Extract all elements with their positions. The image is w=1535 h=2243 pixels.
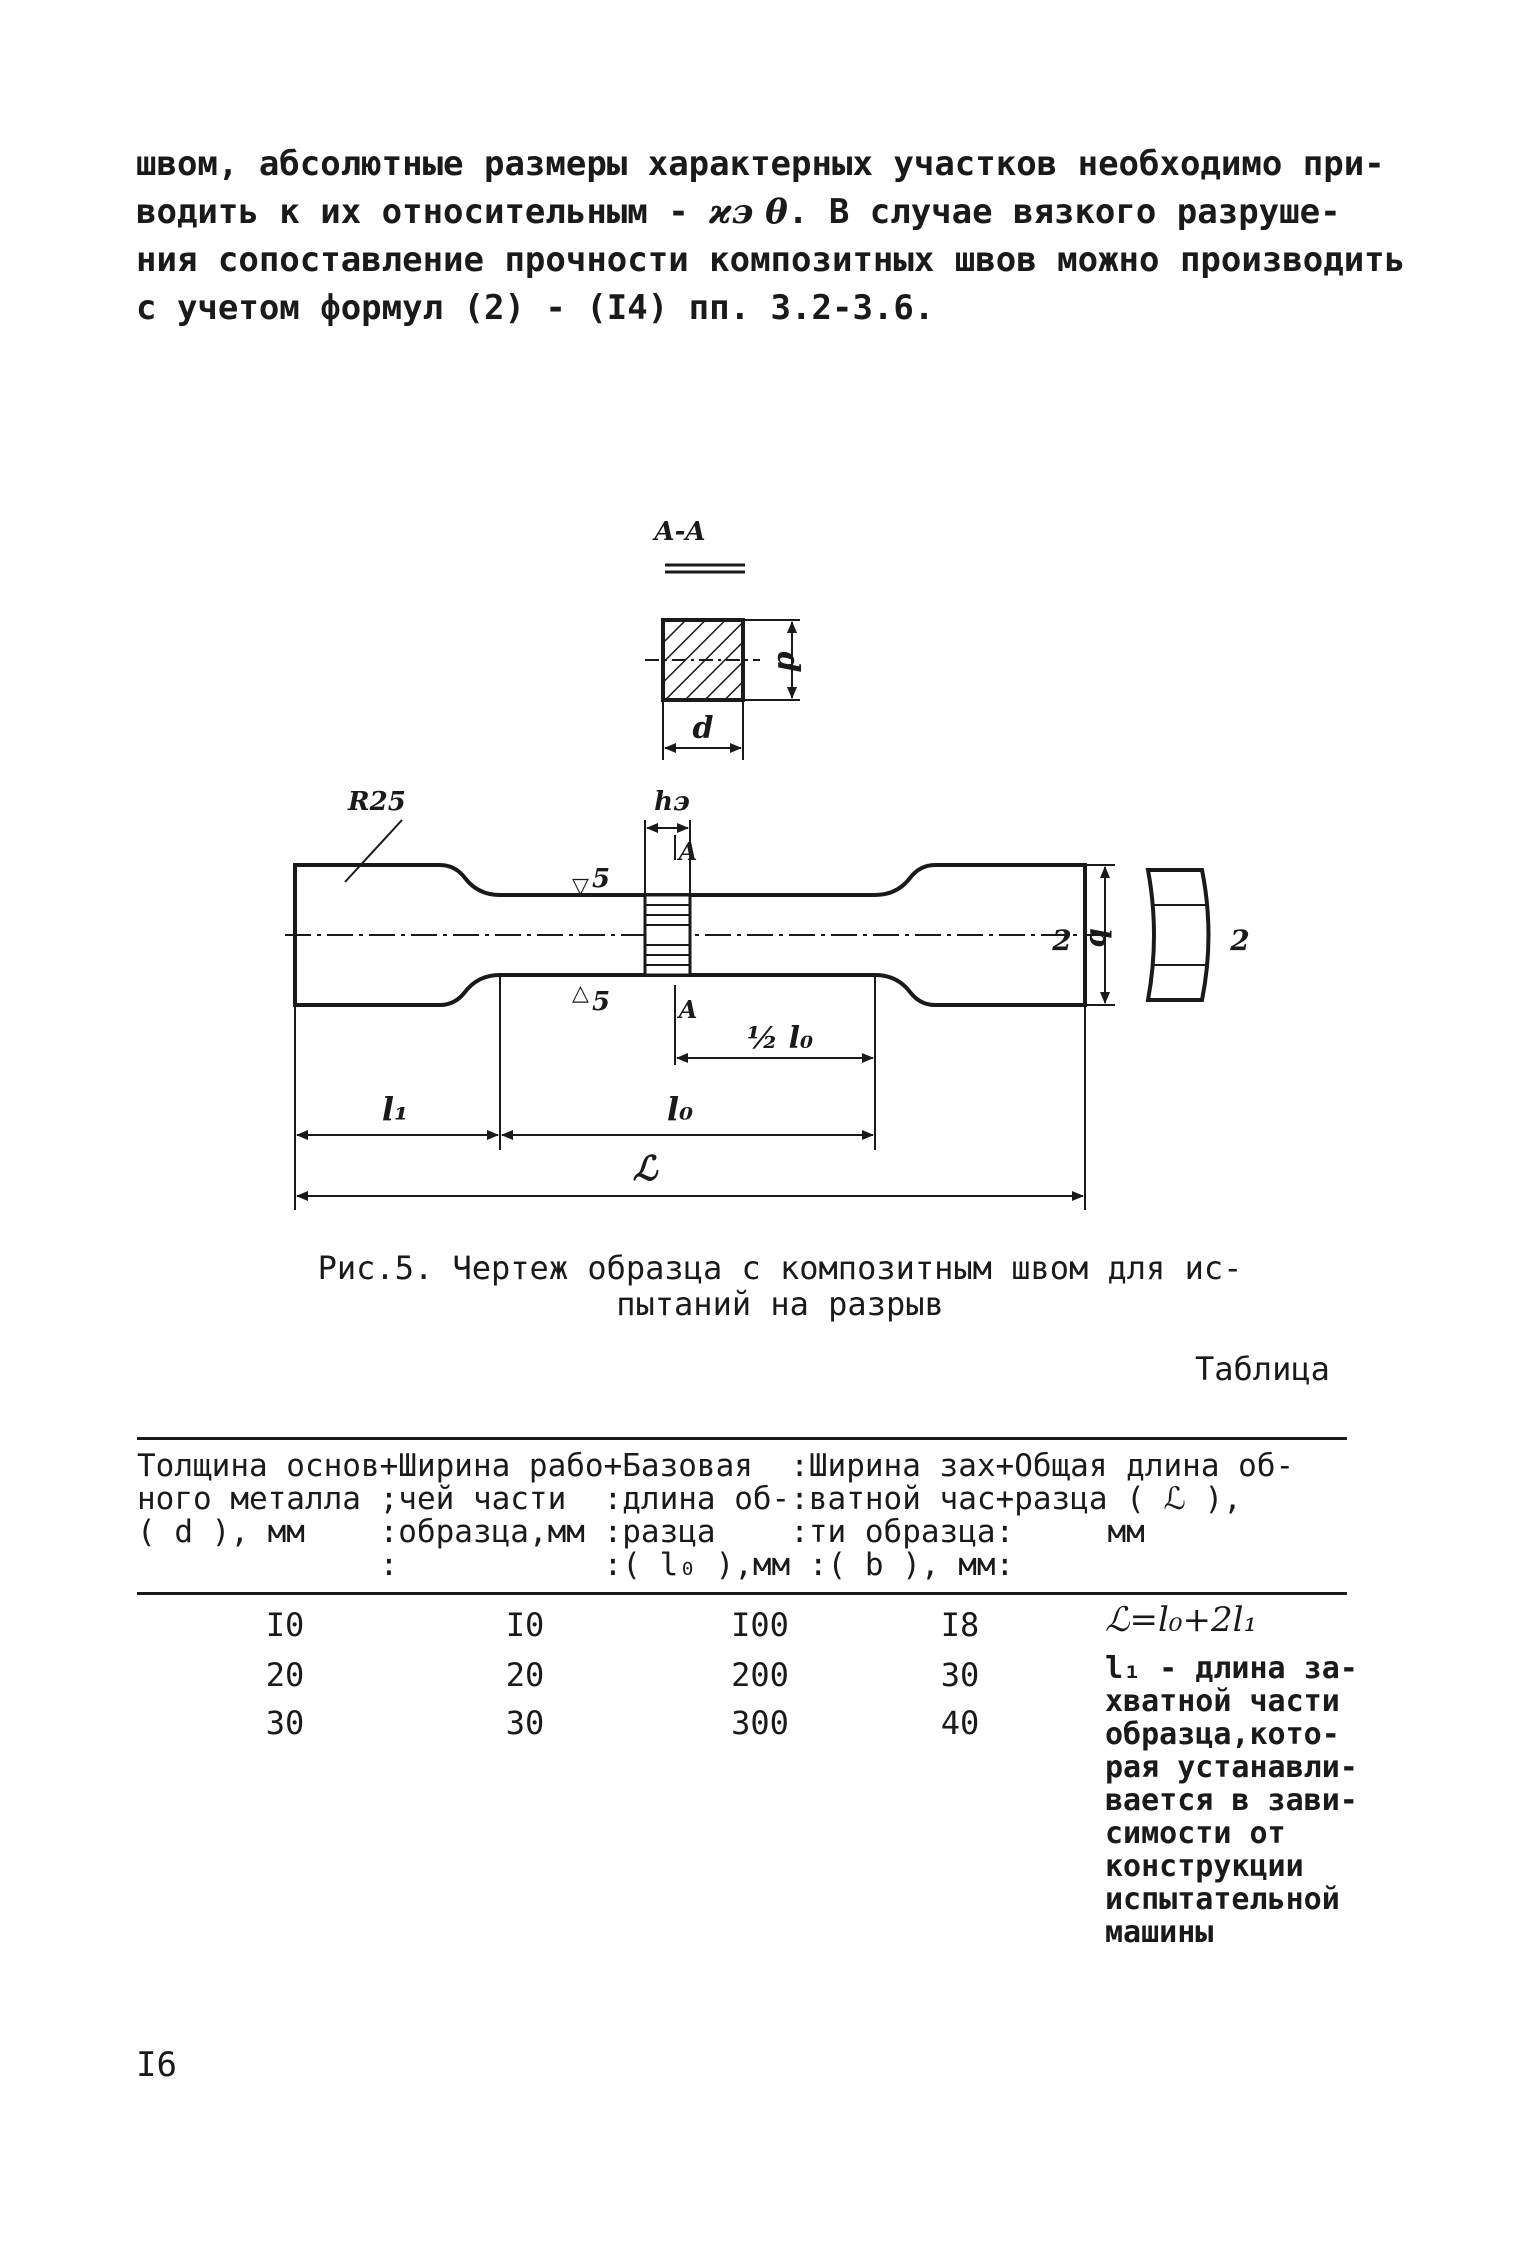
figure-caption: [280, 1250, 1280, 1322]
caption-line-1: Рис.5. Чертеж образца с композитным швом для ис-: [317, 1249, 1243, 1287]
roughness-top-value: 5: [592, 864, 611, 894]
grip-length-note: [1105, 1652, 1405, 1949]
paragraph-line-4: с учетом формул (2) - (I4) пп. 3.2-3.6.: [136, 288, 935, 328]
note-line: образца,кото-: [1105, 1717, 1340, 1752]
dim-z-left-label: 2: [1052, 924, 1072, 957]
header-line-3: ( d ), мм :образца,мм :разца :ти образца: мм: [137, 1514, 1145, 1550]
paragraph-line-3: ния сопоставление прочности композитных швов можно производить: [136, 240, 1406, 280]
dim-b-label: b: [1083, 928, 1116, 948]
table-label: Таблица: [1195, 1350, 1330, 1388]
radius-label: R25: [348, 787, 406, 817]
dim-total-label: ℒ: [632, 1149, 658, 1189]
note-line: машины: [1105, 1915, 1214, 1950]
roughness-top-icon: ▽: [572, 873, 589, 899]
dim-he-label: hэ: [654, 787, 690, 817]
page-number: I6: [136, 2045, 177, 2085]
table-cell: 20: [505, 1656, 545, 1694]
body-paragraph: [136, 140, 1416, 332]
note-line: симости от: [1105, 1816, 1286, 1851]
radius-leader: [345, 820, 402, 882]
cut-label-top: A: [678, 837, 698, 866]
paragraph-line-2-end: . В случае вязкого разруше-: [787, 192, 1341, 232]
dim-d-horizontal-label: d: [692, 711, 714, 746]
dim-z-right-label: 2: [1230, 924, 1250, 957]
note-line: испытательной: [1105, 1882, 1340, 1917]
table-cell: 40: [940, 1704, 980, 1742]
roughness-bottom-icon: △: [572, 980, 589, 1006]
note-line: вается в зави-: [1105, 1783, 1358, 1818]
note-line: конструкции: [1105, 1849, 1304, 1884]
note-line: l₁ - длина за-: [1105, 1651, 1358, 1686]
table-top-rule: [137, 1437, 1347, 1440]
caption-line-2: пытаний на разрыв: [616, 1285, 944, 1323]
specimen-drawing: [280, 510, 1280, 1230]
dim-l0-label: l₀: [666, 1090, 694, 1128]
table-cell: 300: [731, 1704, 789, 1742]
table-cell: I8: [940, 1606, 980, 1644]
table-cell: I0: [265, 1606, 305, 1644]
weld-seam: [645, 895, 690, 975]
side-profile: [1148, 870, 1209, 1000]
table-cell: 30: [940, 1656, 980, 1694]
dim-d-vertical-label: d: [770, 651, 805, 673]
header-line-4: : :( l₀ ),мм :( b ), мм:: [137, 1547, 1015, 1583]
dim-half-l0-label: ½ l₀: [746, 1021, 814, 1056]
paragraph-line-2: [136, 188, 1416, 236]
symbol-ratio: ϰэ θ: [709, 192, 788, 232]
table-cell: 30: [505, 1704, 545, 1742]
note-line: хватной части: [1105, 1684, 1340, 1719]
roughness-bottom-value: 5: [592, 987, 611, 1017]
section-label: A-A: [654, 517, 706, 547]
table-header-rule: [137, 1592, 1347, 1595]
table-cell: 30: [265, 1704, 305, 1742]
table-header: [137, 1450, 1294, 1582]
dim-l1-label: l₁: [381, 1090, 409, 1128]
table-cell: I0: [505, 1606, 545, 1644]
header-line-1: Толщина основ+Ширина рабо+Базовая :Ширина зах+Общая длина об-: [137, 1448, 1295, 1484]
paragraph-line-2-start: водить к их относительным -: [136, 192, 710, 232]
header-line-2: ного металла ;чей части :длина об-:ватной час+разца ( ℒ ),: [137, 1481, 1242, 1517]
note-line: рая устанавли-: [1105, 1750, 1358, 1785]
paragraph-line-1: швом, абсолютные размеры характерных участков необходимо при-: [136, 144, 1385, 184]
length-formula: ℒ=l₀+2l₁: [1105, 1600, 1258, 1640]
cut-label-bottom: A: [678, 995, 698, 1024]
table-cell: 200: [731, 1656, 789, 1694]
table-cell: I00: [731, 1606, 789, 1644]
table-cell: 20: [265, 1656, 305, 1694]
